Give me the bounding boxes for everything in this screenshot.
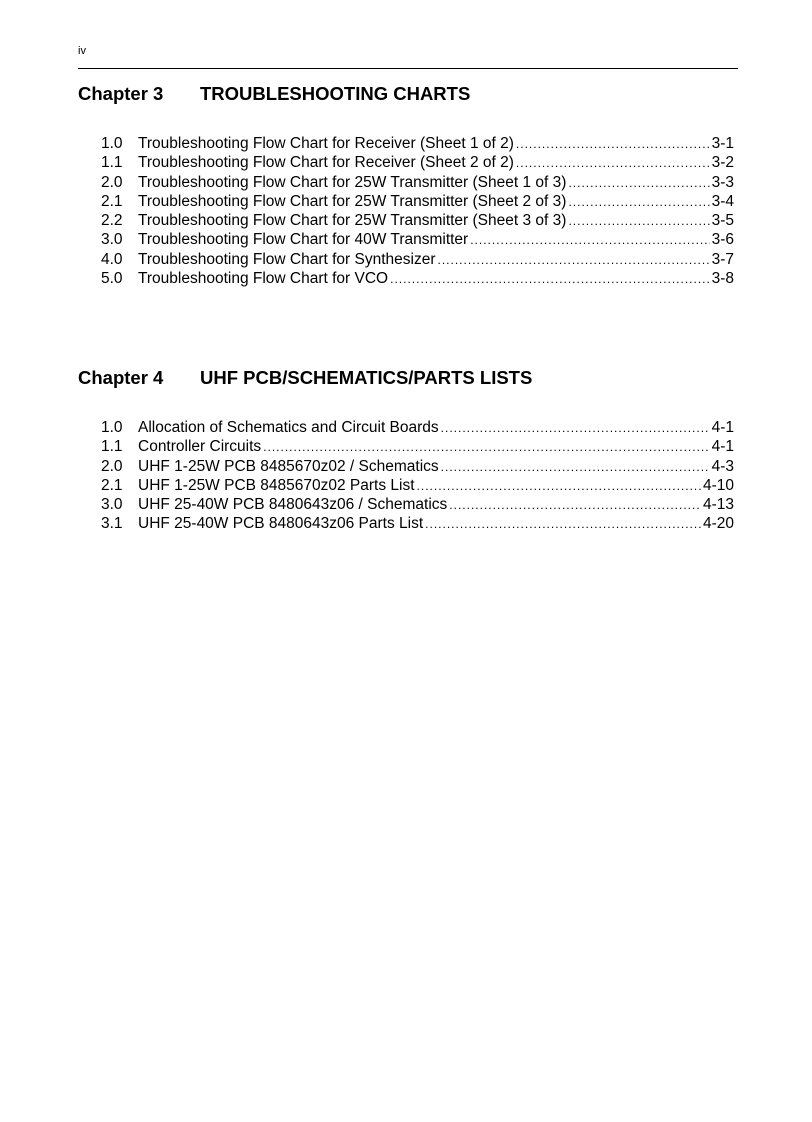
toc-entry-number: 1.1 bbox=[101, 154, 123, 172]
toc-entry-number: 1.0 bbox=[101, 419, 123, 436]
toc-entry-title: UHF 25-40W PCB 8480643z06 Parts List bbox=[138, 515, 424, 533]
toc-dot-leader bbox=[516, 135, 710, 154]
toc-entry[interactable] bbox=[78, 457, 738, 476]
header-rule bbox=[78, 68, 738, 69]
toc-entry-title: UHF 1-25W PCB 8485670z02 / Schematics bbox=[138, 457, 439, 475]
toc-dot-leader bbox=[425, 515, 701, 534]
toc-entry[interactable] bbox=[78, 437, 738, 456]
toc-entry-title: Controller Circuits bbox=[138, 438, 262, 456]
toc-entry-page: 3-5 bbox=[711, 212, 734, 230]
toc-entry-number: 4.0 bbox=[101, 250, 123, 268]
toc-entry[interactable] bbox=[78, 134, 738, 153]
toc-entry-title: UHF 25-40W PCB 8480643z06 / Schematics bbox=[138, 496, 448, 514]
toc-entry-page: 4-1 bbox=[711, 438, 734, 456]
toc-entry-page: 4-1 bbox=[711, 419, 734, 436]
toc-entry[interactable] bbox=[78, 476, 738, 495]
toc-entry-page: 4-10 bbox=[702, 476, 734, 494]
toc-entry-number: 2.2 bbox=[101, 212, 123, 230]
toc-entry[interactable] bbox=[78, 192, 738, 211]
chapter-label: Chapter 3 bbox=[78, 83, 164, 104]
toc-entry-title: Troubleshooting Flow Chart for VCO bbox=[138, 270, 389, 288]
chapter-title: UHF PCB/SCHEMATICS/PARTS LISTS bbox=[200, 367, 533, 388]
toc-entry-number: 1.1 bbox=[101, 438, 123, 456]
toc-entry[interactable] bbox=[78, 495, 738, 514]
toc-entry-number: 3.0 bbox=[101, 496, 123, 514]
chapter-4-section bbox=[78, 366, 738, 534]
toc-entry-title: Allocation of Schematics and Circuit Boards bbox=[138, 419, 439, 436]
toc-entry-number: 2.1 bbox=[101, 192, 123, 210]
toc-entry-page: 3-7 bbox=[711, 250, 734, 268]
toc-entry-page: 3-3 bbox=[711, 173, 734, 191]
toc-entry-title: UHF 1-25W PCB 8485670z02 Parts List bbox=[138, 476, 415, 494]
toc-entry-number: 2.0 bbox=[101, 457, 123, 475]
toc-dot-leader bbox=[263, 438, 709, 457]
toc-entry-title: Troubleshooting Flow Chart for 40W Transmitter bbox=[138, 231, 469, 249]
toc-entry-page: 4-20 bbox=[702, 515, 734, 533]
toc-entry-number: 2.1 bbox=[101, 476, 123, 494]
toc-entry[interactable] bbox=[78, 418, 738, 437]
toc-entry-page: 4-13 bbox=[702, 496, 734, 514]
toc-dot-leader bbox=[417, 477, 701, 496]
toc-entry[interactable] bbox=[78, 250, 738, 269]
toc-dot-leader bbox=[568, 193, 709, 212]
toc-entry-page: 3-4 bbox=[711, 192, 734, 210]
toc-entry-title: Troubleshooting Flow Chart for Synthesizer bbox=[138, 250, 436, 268]
toc-dot-leader bbox=[449, 496, 701, 515]
toc-entry-number: 5.0 bbox=[101, 270, 123, 288]
toc-dot-leader bbox=[568, 212, 709, 231]
toc-entry-title: Troubleshooting Flow Chart for Receiver (Sheet 2 of 2) bbox=[138, 154, 514, 172]
toc-entry-page: 3-8 bbox=[711, 270, 734, 288]
toc-entry[interactable] bbox=[78, 173, 738, 192]
toc-entry[interactable] bbox=[78, 269, 738, 288]
toc-entry-number: 2.0 bbox=[101, 173, 123, 191]
chapter-title: TROUBLESHOOTING CHARTS bbox=[200, 83, 471, 104]
toc-entry-title: Troubleshooting Flow Chart for 25W Transmitter (Sheet 1 of 3) bbox=[138, 173, 567, 191]
toc-entry-page: 3-1 bbox=[711, 135, 734, 152]
toc-entry[interactable] bbox=[78, 514, 738, 533]
toc-dot-leader bbox=[441, 458, 710, 477]
toc-dot-leader bbox=[568, 174, 709, 193]
toc-entry-page: 3-2 bbox=[711, 154, 734, 172]
chapter-3-heading bbox=[78, 82, 738, 106]
page-number: iv bbox=[78, 45, 86, 57]
toc-dot-leader bbox=[441, 419, 710, 438]
toc-entry[interactable] bbox=[78, 211, 738, 230]
chapter-label: Chapter 4 bbox=[78, 367, 164, 388]
toc-dot-leader bbox=[438, 251, 710, 270]
toc-entry-title: Troubleshooting Flow Chart for 25W Transmitter (Sheet 3 of 3) bbox=[138, 212, 567, 230]
toc-entry[interactable] bbox=[78, 230, 738, 249]
toc-entry-page: 4-3 bbox=[711, 457, 734, 475]
toc-entry[interactable] bbox=[78, 153, 738, 172]
chapter-4-heading bbox=[78, 366, 738, 390]
toc-entry-number: 3.1 bbox=[101, 515, 123, 533]
chapter-3-toc-list bbox=[78, 134, 738, 288]
toc-entry-number: 1.0 bbox=[101, 135, 123, 152]
toc-dot-leader bbox=[516, 154, 710, 173]
toc-dot-leader bbox=[390, 270, 709, 289]
chapter-3-section bbox=[78, 82, 738, 288]
toc-dot-leader bbox=[470, 231, 709, 250]
toc-entry-page: 3-6 bbox=[711, 231, 734, 249]
toc-entry-title: Troubleshooting Flow Chart for 25W Transmitter (Sheet 2 of 3) bbox=[138, 192, 567, 210]
toc-entry-number: 3.0 bbox=[101, 231, 123, 249]
chapter-4-toc-list bbox=[78, 418, 738, 534]
toc-entry-title: Troubleshooting Flow Chart for Receiver (Sheet 1 of 2) bbox=[138, 135, 514, 152]
